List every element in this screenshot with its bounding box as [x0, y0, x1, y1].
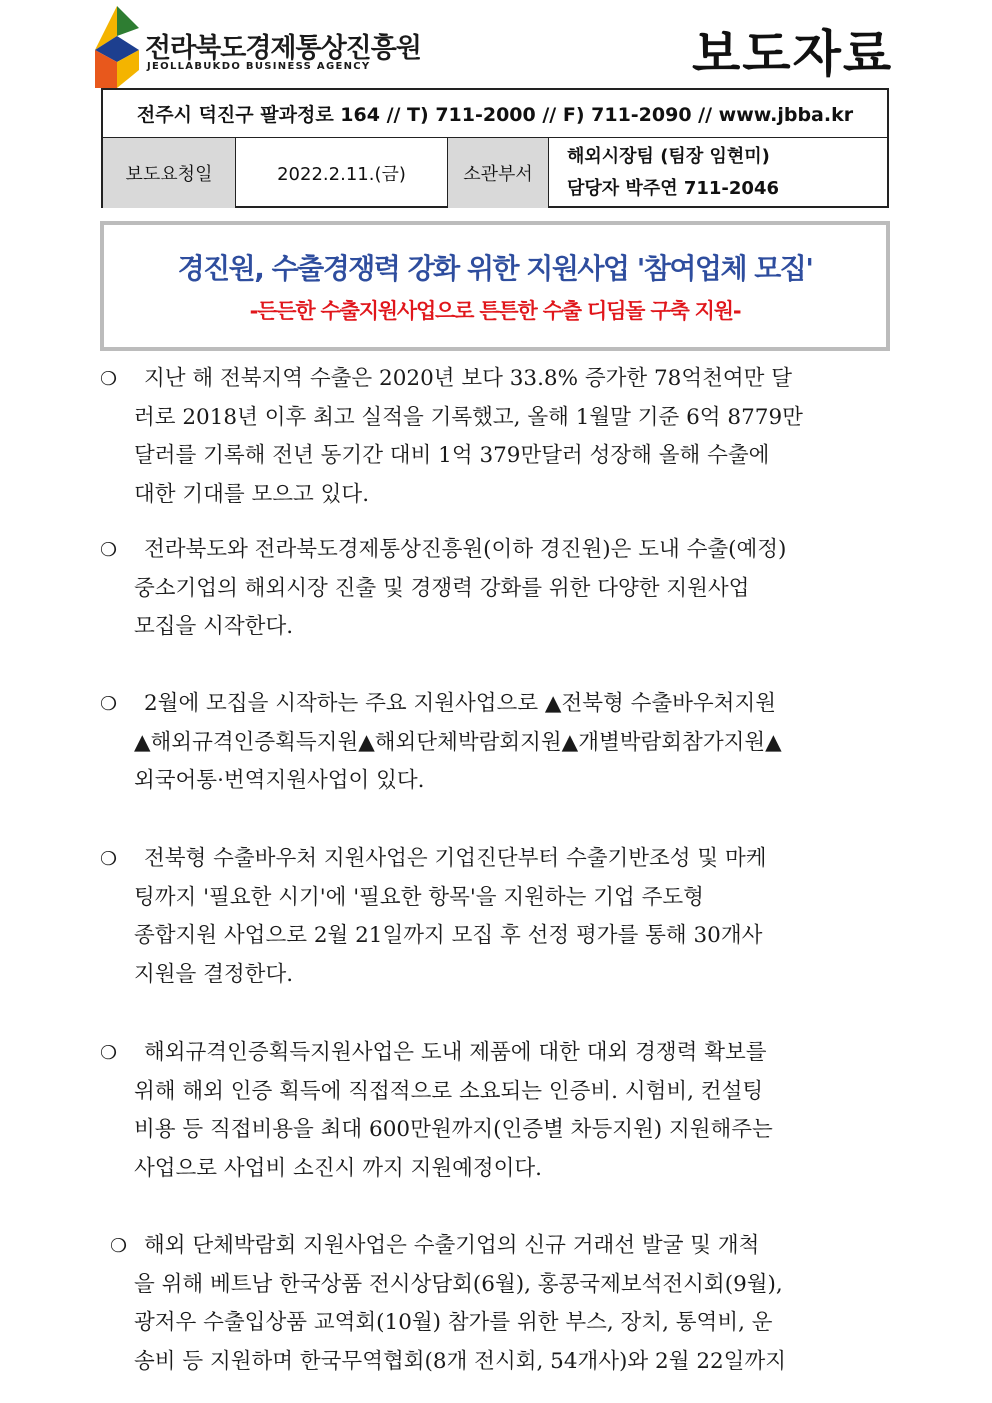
paragraph-line: 종합지원 사업으로 2월 21일까지 모집 후 선정 평가를 통해 30개사 — [134, 923, 763, 949]
org-name-en: JEOLLABUKDO BUSINESS AGENCY — [147, 61, 371, 72]
paragraph-line: ▲해외규격인증획득지원▲해외단체박람회지원▲개별박람회참가지원▲ — [134, 729, 782, 755]
bullet-icon: ❍ — [100, 848, 118, 870]
paragraph-line: 해외 단체박람회 지원사업은 수출기업의 신규 거래선 발굴 및 개척 — [144, 1233, 760, 1258]
body-paragraph-2 — [100, 531, 900, 647]
org-name-ko: 전라북도경제통상진흥원 — [145, 33, 421, 64]
bullet-icon: ❍ — [110, 1235, 128, 1257]
paragraph-line: 위해 해외 인증 획득에 직접적으로 소요되는 인증비. 시험비, 컨설팅 — [134, 1078, 764, 1104]
dept-contact: 담당자 박주연 711-2046 — [567, 178, 780, 199]
headline-subtitle: -든든한 수출지원사업으로 튼튼한 수출 디딤돌 구축 지원- — [249, 299, 741, 323]
paragraph-line: 러로 2018년 이후 최고 실적을 기록했고, 올해 1월말 기준 6억 8779만 — [134, 404, 803, 430]
bullet-icon: ❍ — [100, 368, 118, 390]
contact-line: 전주시 덕진구 팔과정로 164 // T) 711-2000 // F) 711-2090 // www.jbba.kr — [103, 90, 887, 138]
paragraph-line: 중소기업의 해외시장 진출 및 경쟁력 강화를 위한 다양한 지원사업 — [134, 575, 750, 601]
agency-logo — [95, 6, 421, 88]
info-table — [101, 88, 889, 208]
bullet-icon: ❍ — [100, 1042, 118, 1064]
headline-box — [100, 221, 890, 351]
paragraph-line: 달러를 기록해 전년 동기간 대비 1억 379만달러 성장해 올해 수출에 — [134, 443, 770, 469]
body-paragraph-6 — [100, 1227, 900, 1382]
headline-title: 경진원, 수출경쟁력 강화 위한 지원사업 '참여업체 모집' — [177, 252, 813, 285]
request-label: 보도요청일 — [103, 138, 236, 208]
paragraph-line: 지난 해 전북지역 수출은 2020년 보다 33.8% 증가한 78억천여만 달 — [144, 366, 793, 391]
dept-info — [549, 138, 887, 208]
body-paragraph-4 — [100, 840, 900, 995]
body-paragraph-1 — [100, 360, 900, 515]
paragraph-line: 팅까지 '필요한 시기'에 '필요한 항목'을 지원하는 기업 주도형 — [134, 884, 704, 910]
paragraph-line: 지원을 결정한다. — [134, 962, 294, 988]
paragraph-line: 전북형 수출바우처 지원사업은 기업진단부터 수출기반조성 및 마케 — [144, 846, 767, 871]
paragraph-line: 송비 등 지원하며 한국무역협회(8개 전시회, 54개사)와 2월 22일까지 — [134, 1349, 786, 1375]
paragraph-line: 광저우 수출입상품 교역회(10월) 참가를 위한 부스, 장치, 통역비, 운 — [134, 1310, 773, 1336]
paragraph-line: 전라북도와 전라북도경제통상진흥원(이하 경진원)은 도내 수출(예정) — [144, 537, 787, 562]
doc-type-title: 보도자료 — [692, 25, 894, 83]
paragraph-line: 대한 기대를 모으고 있다. — [134, 482, 370, 508]
dept-label: 소관부서 — [448, 138, 549, 208]
body-paragraph-5 — [100, 1034, 900, 1189]
paragraph-line: 비용 등 직접비용을 최대 600만원까지(인증별 차등지원) 지원해주는 — [134, 1117, 773, 1143]
agency-logo-mark — [95, 6, 139, 88]
paragraph-line: 을 위해 베트남 한국상품 전시상담회(6월), 홍콩국제보석전시회(9월), — [134, 1271, 783, 1297]
bullet-icon: ❍ — [100, 693, 118, 715]
dept-team: 해외시장팀 (팀장 임현미) — [567, 146, 770, 167]
bullet-icon: ❍ — [100, 539, 118, 561]
paragraph-line: 2월에 모집을 시작하는 주요 지원사업으로 ▲전북형 수출바우처지원 — [144, 691, 776, 716]
paragraph-line: 모집을 시작한다. — [134, 614, 294, 640]
request-date: 2022.2.11.(금) — [236, 138, 448, 208]
paragraph-line: 사업으로 사업비 소진시 까지 지원예정이다. — [134, 1156, 543, 1182]
paragraph-line: 해외규격인증획득지원사업은 도내 제품에 대한 대외 경쟁력 확보를 — [144, 1040, 767, 1065]
body-paragraph-3 — [100, 685, 900, 801]
paragraph-line: 외국어통·번역지원사업이 있다. — [134, 768, 425, 794]
